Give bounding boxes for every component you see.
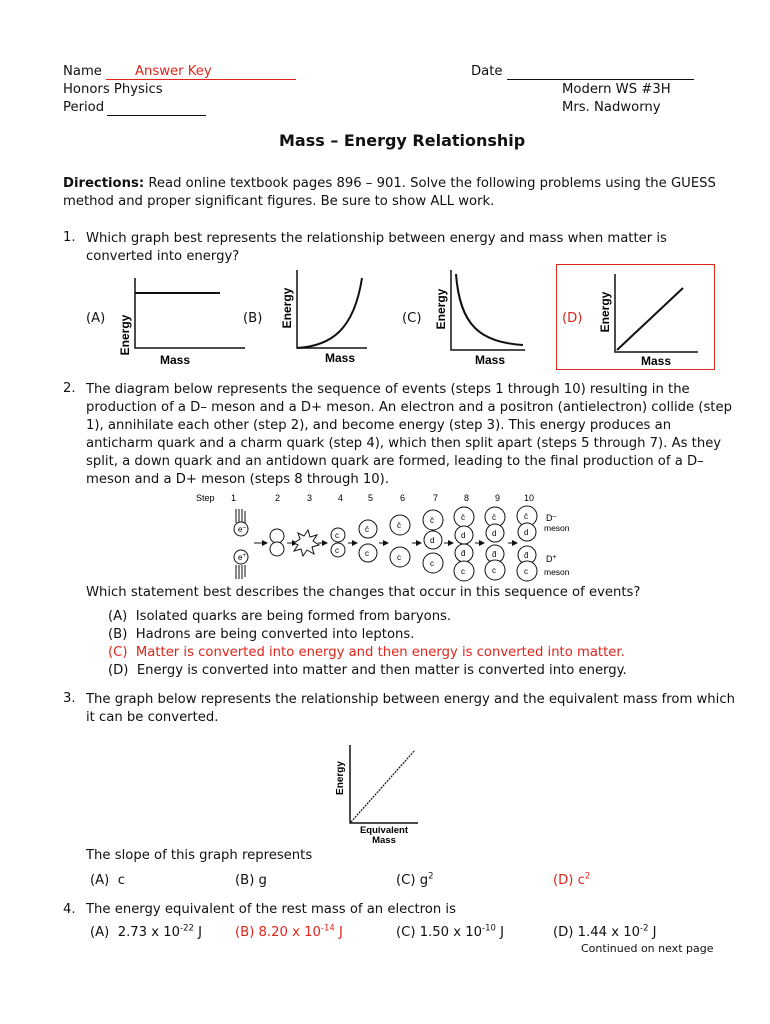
course-name: Honors Physics: [63, 82, 163, 97]
q2-number: 2.: [63, 381, 76, 396]
q1-graph-a: [110, 276, 245, 371]
graph-d-xlabel: Mass: [640, 354, 672, 368]
q4-question: The energy equivalent of the rest mass of an electron is: [86, 902, 456, 917]
step-label: Step: [196, 493, 215, 503]
energy-burst: [294, 530, 319, 556]
step-number: 3: [307, 493, 313, 503]
q2-line-4: anticharm quark and a charm quark (step 4), which then split apart (steps 5 through 7). As they: [86, 436, 722, 451]
q3-line-2: it can be converted.: [86, 710, 219, 725]
dplus-meson-label: meson: [544, 567, 570, 577]
q1-line-1: Which graph best represents the relationship between energy and mass when matter is: [86, 231, 667, 246]
positron: [234, 550, 248, 579]
q3-graph: [330, 743, 430, 848]
quark-label: d̄: [492, 550, 497, 559]
q1-option-a-letter: (A): [86, 311, 106, 326]
step-number: 10: [524, 493, 535, 503]
q4-option-b-answer: (B) 8.20 x $10^{-14}$ J: [235, 923, 343, 940]
directions: [63, 175, 716, 211]
q2-question: Which statement best describes the changes that occur in this sequence of events?: [86, 585, 641, 600]
quark-label: c̄: [365, 525, 369, 534]
worksheet-id: Modern WS #3H: [562, 82, 671, 97]
graph-b-curve: [297, 278, 362, 348]
q3-graph-axes: [350, 745, 418, 823]
q1-option-b-letter: (B): [243, 311, 263, 326]
date-line: [507, 79, 694, 80]
step-number: 4: [338, 493, 344, 503]
particle-diagram: [190, 487, 580, 583]
q4-option-c: (C) 1.50 x $10^{-10}$ J: [396, 923, 505, 940]
dplus-label: D+: [546, 554, 557, 564]
quark-label: c: [397, 553, 401, 562]
collision-lower: [270, 542, 284, 556]
quark-label: c̄: [461, 513, 465, 522]
quark-label: c: [461, 567, 465, 576]
page-title: Mass – Energy Relationship: [279, 131, 526, 150]
q1-option-d-letter: (D): [562, 311, 583, 326]
q3-number: 3.: [63, 691, 76, 706]
period-label: Period: [63, 100, 105, 115]
q2-line-6: meson and a D+ meson (steps 8 through 10).: [86, 472, 390, 487]
graph-c-xlabel: Mass: [474, 353, 506, 367]
q2-text: [86, 381, 732, 489]
q4-option-a: (A) 2.73 x $10^{-22}$ J: [90, 923, 203, 940]
q3-graph-xlabel-1: Equivalent: [359, 825, 409, 836]
q1-line-2: converted into energy?: [86, 249, 240, 264]
quark-label: d: [461, 531, 466, 540]
q1-number: 1.: [63, 230, 76, 245]
graph-a-ylabel: Energy: [118, 314, 132, 356]
quark-label: c: [492, 566, 496, 575]
dminus-meson-label: meson: [544, 523, 570, 533]
step-number: 2: [275, 493, 281, 503]
q3-option-b: (B) g: [235, 873, 267, 888]
quark-label: d̄: [524, 551, 529, 560]
quark-label: c̄: [430, 516, 434, 525]
graph-a-xlabel: Mass: [159, 353, 191, 367]
q3-graph-line: [351, 750, 415, 822]
q3-option-c: (C) $g^2$: [396, 871, 434, 888]
graph-b-ylabel: Energy: [280, 287, 294, 329]
electron-label: e–: [238, 525, 246, 534]
q3-option-a: (A) c: [90, 873, 125, 888]
q1-graph-c: [430, 268, 530, 368]
name-line: [106, 79, 296, 80]
quark-label: c̄: [397, 521, 401, 530]
q2-option-a: (A) Isolated quarks are being formed from baryons.: [108, 609, 452, 624]
q2-line-3: 1), annihilate each other (step 2), and become energy (step 3). This energy produces an: [86, 418, 672, 433]
quark-label: d: [524, 528, 529, 537]
positron-label: e+: [238, 553, 246, 562]
step-number: 9: [495, 493, 501, 503]
name-label: Name: [63, 64, 102, 79]
directions-text-2: method and proper significant figures. Be sure to show ALL work.: [63, 194, 495, 209]
q3-line-1: The graph below represents the relationship between energy and the equivalent mass from which: [86, 692, 735, 707]
quark-label: d̄: [461, 549, 466, 558]
q3-graph-ylabel: Energy: [335, 761, 346, 795]
q3-question: The slope of this graph represents: [86, 848, 313, 863]
q4-number: 4.: [63, 902, 76, 917]
q2-option-d: (D) Energy is converted into matter and then matter is converted into energy.: [108, 663, 627, 678]
continued-footer: Continued on next page: [581, 942, 714, 955]
q2-line-1: The diagram below represents the sequence of events (steps 1 through 10) resulting in the: [86, 382, 690, 397]
q3-option-d-answer: (D) $c^2$: [553, 871, 591, 888]
step-number: 1: [231, 493, 237, 503]
q2-line-2: production of a D– meson and a D+ meson. An electron and a positron (antielectron) collide (step: [86, 400, 732, 415]
q3-graph-xlabel-2: Mass: [372, 835, 396, 846]
q1-graph-b: [276, 268, 376, 368]
name-value: Answer Key: [135, 64, 212, 79]
step-number: 6: [400, 493, 406, 503]
quark-label: d: [492, 529, 497, 538]
directions-label: Directions:: [63, 176, 145, 191]
quark-label: d: [430, 536, 435, 545]
quark-label: c̄: [492, 513, 496, 522]
q1-text: [86, 230, 667, 266]
q1-graph-d: [594, 272, 704, 368]
collision-upper: [270, 529, 284, 543]
quark-label: c: [335, 546, 339, 555]
period-line: [107, 115, 206, 116]
graph-c-curve: [456, 274, 523, 345]
date-label: Date: [471, 64, 503, 79]
graph-a-axes: [135, 278, 245, 348]
quark-label: c: [335, 531, 339, 540]
quark-label: c: [365, 549, 369, 558]
q2-option-b: (B) Hadrons are being converted into leptons.: [108, 627, 415, 642]
q2-option-c-answer: (C) Matter is converted into energy and then energy is converted into matter.: [108, 645, 625, 660]
graph-d-ylabel: Energy: [598, 291, 612, 333]
q2-line-5: split, a down quark and an antidown quark are formed, leading to the final production of a D–: [86, 454, 704, 469]
quark-label: c̄: [524, 512, 528, 521]
graph-b-xlabel: Mass: [324, 351, 356, 365]
electron: [234, 509, 248, 536]
quark-label: c: [430, 559, 434, 568]
quark-label: c: [524, 567, 528, 576]
dminus-label: D–: [546, 513, 557, 523]
q1-option-c-letter: (C): [402, 311, 422, 326]
teacher-name: Mrs. Nadworny: [562, 100, 661, 115]
step-number: 5: [368, 493, 374, 503]
q3-text: [86, 691, 735, 727]
step-number: 7: [433, 493, 439, 503]
q4-option-d: (D) 1.44 x $10^{-2}$ J: [553, 923, 657, 940]
step-number: 8: [464, 493, 470, 503]
graph-b-axes: [297, 270, 367, 348]
graph-d-line: [617, 288, 683, 350]
directions-text-1: Read online textbook pages 896 – 901. Solve the following problems using the GUESS: [144, 176, 716, 191]
graph-c-ylabel: Energy: [434, 288, 448, 330]
